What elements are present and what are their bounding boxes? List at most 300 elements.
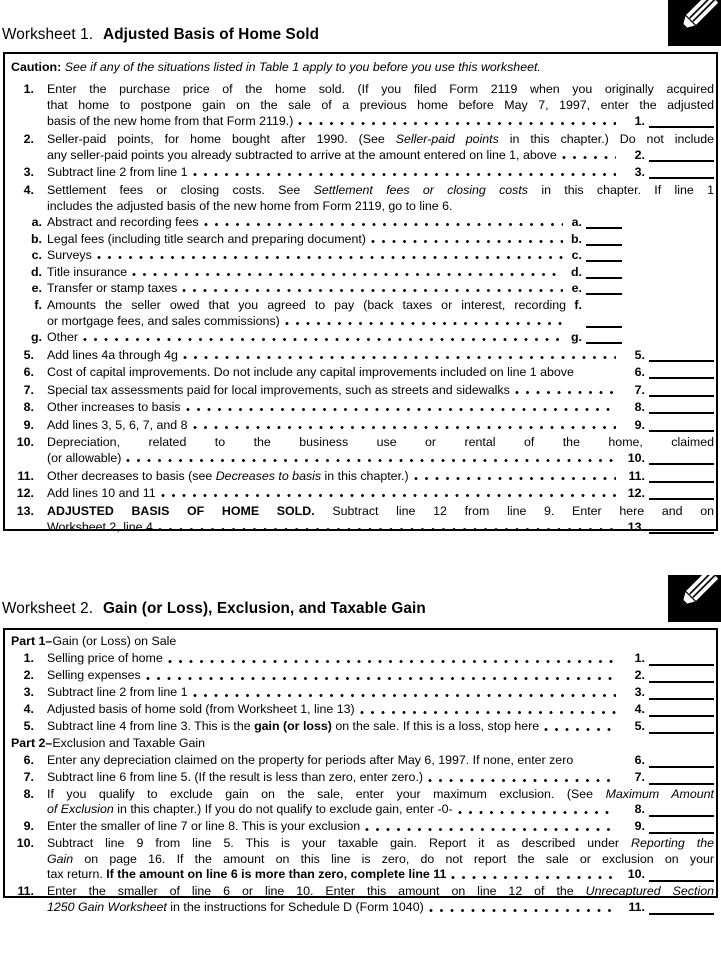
entry-number: 11. [628,899,645,914]
dot-leader-icon [428,900,616,913]
line-rows [47,668,714,684]
row-text [47,182,714,198]
text-segment: Seller-paid points [395,131,499,146]
line-rows [47,280,714,296]
amount-blank[interactable] [649,702,714,717]
row-text [47,836,714,852]
worksheet-row [47,900,714,916]
row-text [47,347,178,363]
text-segment: in this chapter.) [321,468,409,483]
part-header [11,634,714,650]
amount-blank[interactable] [649,900,714,915]
worksheet-row [47,399,714,415]
amount-blank[interactable] [649,347,714,362]
row-text [47,113,293,129]
line-number: 5. [23,347,34,362]
amount-blank[interactable] [649,485,714,500]
text-segment: in the instructions for Schedule D (Form 1040) [166,899,424,914]
worksheet-row [47,819,714,835]
row-text [47,382,510,398]
dot-leader-icon [125,450,616,463]
line-rows [47,836,714,883]
amount-blank[interactable] [586,264,622,279]
worksheet-row [47,719,714,735]
row-text [47,702,355,718]
line-rows [47,884,714,915]
text-segment: Other [47,330,78,344]
dot-leader-icon [185,399,616,412]
amount-blank[interactable] [649,668,714,683]
worksheet-row [47,231,714,247]
line-number: f. [34,297,42,312]
text-segment: Enter the smaller of line 6 or line 10. Enter this amount on line 12 of the [47,884,586,898]
text-segment: on the sale. If this is a loss, stop here [331,719,540,733]
line-item [11,485,714,501]
line-item [11,264,714,280]
dot-leader-icon [157,519,616,532]
text-segment: in this chapter. If line 1 [528,182,714,197]
dot-leader-icon [131,264,563,277]
line-number: 4. [23,702,34,716]
row-text [47,770,423,786]
line-rows [47,651,714,667]
entry-number: 8. [634,400,645,414]
text-segment: Part 1– [11,634,53,648]
dot-leader-icon [181,280,563,293]
entry-number: 9. [634,417,645,432]
worksheet-row [47,113,714,129]
text-segment: ADJUSTED BASIS OF HOME SOLD. [47,503,315,518]
worksheet1-title [2,27,319,43]
line-rows [47,214,714,230]
row-text [47,668,141,684]
row-text [47,787,714,803]
text-segment: gain (or loss) [254,719,332,733]
row-text [47,264,127,280]
line-number: 2. [23,131,34,146]
line-number: 13. [16,503,34,518]
text-segment: Add lines 3, 5, 6, 7, and 8 [47,417,188,432]
text-segment: 1250 Gain Worksheet [47,899,167,914]
row-text [47,753,619,769]
amount-blank[interactable] [649,651,714,666]
row-text [47,214,199,230]
dot-leader-icon [514,382,616,395]
line-rows [47,329,714,345]
worksheet-row [47,702,714,718]
text-segment: basis of the new home from that Form 2119.) [47,114,294,128]
worksheet-row [47,247,714,263]
worksheet-row [47,214,714,230]
text-segment: Add lines 4a through 4g [47,347,178,362]
amount-blank[interactable] [586,280,622,295]
worksheet-row [47,519,714,535]
dot-leader-icon [284,313,563,326]
worksheet-row [47,313,714,329]
line-item [11,702,714,718]
line-number: g. [30,330,42,344]
worksheet-row [47,770,714,786]
line-rows [47,264,714,280]
entry-number: 3. [634,165,645,179]
amount-blank[interactable] [649,382,714,397]
worksheet-row [47,802,714,818]
line-item [11,329,714,345]
pencil-icon [668,575,721,622]
worksheet-row [47,668,714,684]
line-item [11,231,714,247]
text-segment: Caution: [11,60,65,74]
row-text [47,519,153,535]
text-segment: Selling price of home [47,651,163,665]
text-segment: Legal fees (including title search and preparing document) [47,231,366,246]
line-item [11,753,714,769]
line-item [11,770,714,786]
worksheet-row [47,753,714,769]
line-rows [47,131,714,163]
entry-number: 7. [634,769,645,784]
row-text [47,852,714,868]
amount-blank[interactable] [649,364,714,379]
text-segment: Subtract line 6 from line 5. (If the result is less than zero, enter zero.) [47,769,424,784]
line-number: d. [30,264,42,279]
dot-leader-icon [167,651,616,664]
line-item [11,182,714,214]
text-segment: Exclusion and Taxable Gain [52,735,206,750]
text-segment: Other increases to basis [47,400,181,414]
entry-number: 7. [634,382,645,397]
text-segment: Gain (or Loss) on Sale [52,634,177,648]
line-number: 7. [23,769,34,784]
text-segment: Subtract line 4 from line 3. This is the [47,719,255,733]
text-segment: of Exclusion [47,802,114,816]
amount-blank[interactable] [649,450,714,465]
row-text [47,867,446,883]
line-number: 2. [23,668,34,682]
line-number: 4. [23,182,34,197]
entry-number: 1. [634,651,645,665]
worksheet1-box [3,52,718,534]
row-text [47,434,714,450]
part-header [11,736,714,752]
dot-leader-icon [182,347,616,360]
amount-blank[interactable] [649,519,714,534]
line-item [11,884,714,915]
line-number: 9. [23,417,34,432]
amount-blank[interactable] [649,753,714,768]
entry-number: b. [570,231,582,246]
line-rows [47,382,714,398]
text-segment: Unrecaptured Section [585,884,714,898]
text-segment: any seller-paid points you already subtracted to arrive at the amount entered on line 1, above [47,147,557,162]
text-segment: Reporting the [631,836,714,850]
worksheet1-label: Worksheet 1. [2,26,94,43]
dot-leader-icon [82,329,563,342]
amount-blank[interactable] [586,247,622,262]
line-rows [47,770,714,786]
line-item [11,503,714,535]
worksheet-row [47,347,714,363]
line-number: 7. [23,382,34,397]
worksheet-row [47,97,714,113]
amount-blank[interactable] [649,468,714,483]
line-rows [47,297,714,329]
entry-number: 6. [634,752,645,767]
line-rows [47,399,714,415]
worksheet1-heading: Adjusted Basis of Home Sold [103,26,320,43]
row-text [47,97,714,113]
text-segment: Subtract line 9 from line 5. This is your taxable gain. Report it as described under [47,836,632,850]
amount-blank[interactable] [586,329,622,344]
text-segment: Surveys [47,248,92,262]
dot-leader-icon [364,819,616,832]
dot-leader-icon [413,468,616,481]
text-segment: in this chapter.) If you do not qualify to exclude gain, enter -0- [113,802,453,816]
text-segment: or mortgage fees, and sales commissions) [47,313,280,328]
dot-leader-icon [450,867,616,880]
row-text [47,468,409,484]
dot-leader-icon [192,164,617,177]
row-text [47,802,453,818]
text-segment: Enter the purchase price of the home sold. (If you filed Form 2119 when you originally acquired [47,82,714,96]
worksheet-row [47,297,714,313]
worksheet-row [47,382,714,398]
row-text [47,280,177,296]
text-segment: that home to postpone gain on the sale of a previous home before May 7, 1997, enter the adjusted [47,98,714,112]
line-rows [47,819,714,835]
line-number: 3. [23,165,34,179]
dot-leader-icon [427,770,616,783]
amount-blank[interactable] [649,399,714,414]
line-number: 8. [23,786,34,801]
line-number: a. [31,215,42,229]
worksheet-row [47,685,714,701]
worksheet-row [47,651,714,667]
worksheet-row [47,280,714,296]
entry-number: 10. [627,451,645,465]
line-number: 11. [17,468,34,483]
amount-blank[interactable] [649,147,714,162]
line-rows [47,685,714,701]
worksheet1-items [11,81,714,535]
caution-note [11,59,714,75]
line-rows [47,81,714,129]
text-segment: in this chapter.) Do not include [498,131,715,146]
text-segment: Worksheet 2, line 4 [47,519,153,534]
row-text [47,231,366,247]
line-number: 10. [16,435,34,449]
worksheet2-label: Worksheet 2. [2,600,94,617]
dot-leader-icon [160,485,616,498]
amount-blank[interactable] [649,417,714,432]
amount-blank[interactable] [586,313,622,328]
worksheet-row [47,787,714,803]
text-segment: Gain [47,851,74,866]
line-rows [47,753,714,769]
amount-blank[interactable] [649,164,714,179]
dot-leader-icon [145,668,616,681]
text-segment: Special tax assessments paid for local improvements, such as streets and sidewalks [47,382,510,397]
text-segment: Adjusted basis of home sold (from Worksheet 1, line 13) [47,702,355,716]
row-text [47,198,452,214]
line-number: 5. [23,719,34,733]
line-rows [47,787,714,818]
line-item [11,819,714,835]
entry-number: a. [571,215,582,229]
entry-number: 10. [627,867,645,881]
line-rows [47,247,714,263]
row-text [47,147,557,163]
row-text [47,900,424,916]
line-item [11,382,714,398]
line-number: b. [30,231,42,246]
entry-number: 12. [627,486,645,500]
worksheet2-box [3,628,718,914]
entry-number: 5. [634,719,645,733]
entry-number: 6. [634,365,645,379]
dot-leader-icon [370,231,563,244]
worksheet-row [47,434,714,450]
worksheet-row [47,329,714,345]
worksheet-row [47,264,714,280]
entry-number: 4. [634,702,645,716]
text-segment: See if any of the situations listed in Table 1 apply to you before you use this worksheet. [64,60,541,74]
amount-blank[interactable] [586,231,622,246]
worksheet-row [47,836,714,852]
line-number: e. [31,281,42,295]
line-item [11,164,714,180]
amount-blank[interactable] [649,113,714,128]
row-text [47,364,619,380]
line-item [11,651,714,667]
amount-blank[interactable] [649,719,714,734]
line-rows [47,468,714,484]
line-item [11,668,714,684]
line-rows [47,503,714,535]
text-segment: (or allowable) [47,451,122,465]
amount-blank[interactable] [586,214,622,229]
line-rows [47,164,714,180]
amount-blank[interactable] [649,770,714,785]
entry-number: e. [571,281,582,295]
worksheet-row [47,884,714,900]
amount-blank[interactable] [649,867,714,882]
entry-number: 11. [628,468,645,483]
line-number: 6. [23,365,34,379]
text-segment: Enter the smaller of line 7 or line 8. This is your exclusion [47,819,361,833]
text-segment: Maximum Amount [605,786,714,801]
line-rows [47,182,714,214]
line-number: 12. [16,486,34,500]
line-number: 10. [16,836,34,850]
line-number: 6. [23,752,34,767]
text-segment: Amounts the seller owed that you agreed to pay (back taxes or interest, recording [47,297,566,312]
worksheet-row [47,867,714,883]
line-rows [47,364,714,380]
worksheet-row [47,164,714,180]
entry-number: f. [574,297,582,312]
worksheet-row [47,198,714,214]
dot-leader-icon [192,685,617,698]
text-segment: Part 2– [11,735,53,750]
dot-leader-icon [297,113,616,126]
amount-blank[interactable] [649,802,714,817]
text-segment: Other decreases to basis (see [47,468,216,483]
worksheet2-heading: Gain (or Loss), Exclusion, and Taxable Gain [103,600,426,617]
line-item [11,836,714,883]
text-segment: Settlement fees or closing costs [313,182,528,197]
line-item [11,417,714,433]
entry-number: 8. [634,802,645,816]
line-item [11,787,714,818]
entry-number: g. [570,330,582,344]
line-rows [47,417,714,433]
line-number: 1. [23,651,34,665]
worksheet2-title [2,601,426,617]
dot-leader-icon [359,702,616,715]
text-segment: Add lines 10 and 11 [47,486,156,500]
dot-leader-icon [203,214,563,227]
line-number: 8. [23,400,34,414]
row-text [47,685,188,701]
entry-number: 9. [634,819,645,833]
line-rows [47,231,714,247]
entry-number: 5. [634,347,645,362]
amount-blank[interactable] [649,685,714,700]
line-rows [47,719,714,735]
line-item [11,399,714,415]
line-rows [47,434,714,466]
text-segment: Settlement fees or closing costs. See [47,182,314,197]
line-rows [47,347,714,363]
text-segment: Transfer or stamp taxes [47,281,178,295]
row-text [47,131,714,147]
line-number: c. [31,248,42,262]
text-segment: includes the adjusted basis of the new home from Form 2119, go to line 6. [47,198,453,213]
entry-number: 1. [634,114,645,128]
row-text [47,399,181,415]
worksheet2-items [11,634,714,915]
line-item [11,685,714,701]
dot-leader-icon [192,417,616,430]
line-item [11,468,714,484]
line-item [11,719,714,735]
pencil-icon [668,0,721,46]
row-text [47,164,188,180]
line-item [11,131,714,163]
row-text [47,81,714,97]
row-text [47,450,121,466]
text-segment: Enter any depreciation claimed on the property for periods after May 6, 1997. If none, enter zero [47,752,574,767]
worksheet-row [47,852,714,868]
worksheet-row [47,450,714,466]
dot-leader-icon [543,719,616,732]
worksheet-row [47,131,714,147]
worksheet-row [47,81,714,97]
line-rows [47,702,714,718]
text-segment: If the amount on line 6 is more than zero, complete line 11 [106,867,447,881]
entry-number: 13. [627,519,645,534]
amount-blank [586,297,622,310]
dot-leader-icon [457,802,616,815]
amount-blank[interactable] [649,819,714,834]
text-segment: Seller-paid points, for home bought after 1990. (See [47,131,396,146]
line-item [11,280,714,296]
entry-number: c. [571,248,582,262]
line-number: 3. [23,685,34,699]
worksheet-row [47,468,714,484]
text-segment: Cost of capital improvements. Do not include any capital improvements included on line 1 above [47,365,574,379]
